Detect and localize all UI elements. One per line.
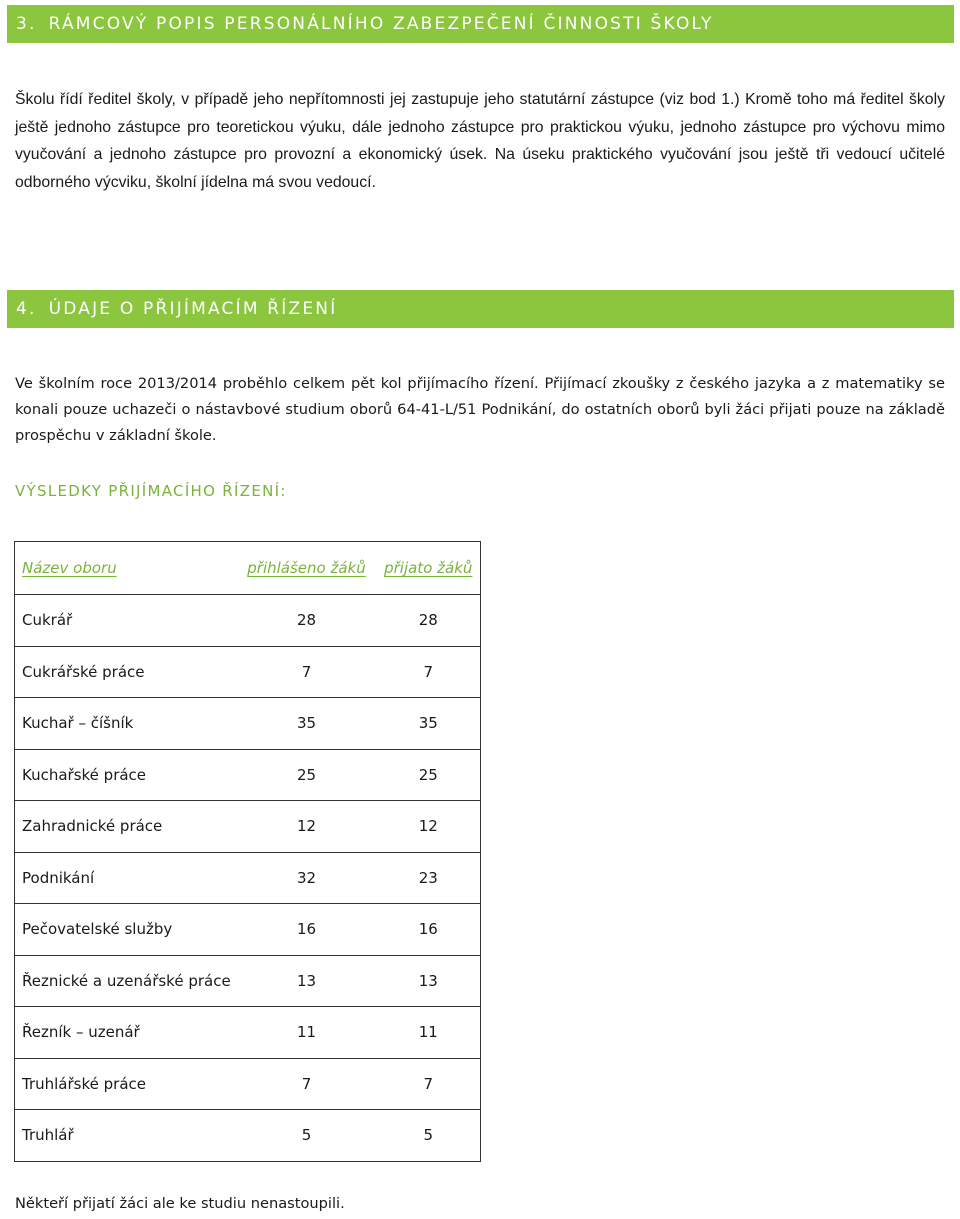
table-row — [15, 698, 481, 750]
column-header-admitted: přijato žáků — [377, 542, 481, 595]
cell-admitted: 23 — [377, 852, 481, 904]
column-header-applied: přihlášeno žáků — [237, 542, 377, 595]
section-3-number: 3. — [16, 14, 37, 34]
cell-field-name: Kuchař – číšník — [15, 698, 237, 750]
cell-field-name: Cukrář — [15, 595, 237, 647]
cell-applied: 13 — [237, 955, 377, 1007]
table-row — [15, 801, 481, 853]
column-header-field-name: Název oboru — [15, 542, 237, 595]
cell-admitted: 35 — [377, 698, 481, 750]
table-row — [15, 1110, 481, 1162]
cell-field-name: Řeznické a uzenářské práce — [15, 955, 237, 1007]
cell-field-name: Kuchařské práce — [15, 749, 237, 801]
cell-applied: 7 — [237, 646, 377, 698]
section-4-heading — [7, 290, 954, 328]
admission-results-table — [14, 541, 481, 1162]
cell-field-name: Podnikání — [15, 852, 237, 904]
cell-admitted: 16 — [377, 904, 481, 956]
cell-field-name: Truhlářské práce — [15, 1058, 237, 1110]
cell-field-name: Pečovatelské služby — [15, 904, 237, 956]
cell-applied: 25 — [237, 749, 377, 801]
cell-field-name: Truhlář — [22, 1126, 74, 1145]
section-4-title: ÚDAJE O PŘIJÍMACÍM ŘÍZENÍ — [48, 299, 338, 319]
table-row — [15, 646, 481, 698]
table-row — [15, 595, 481, 647]
cell-applied: 16 — [237, 904, 377, 956]
table-header-row — [15, 542, 481, 595]
cell-applied: 12 — [237, 801, 377, 853]
cell-admitted: 25 — [377, 749, 481, 801]
section-3-paragraph: Školu řídí ředitel školy, v případě jeho nepřítomnosti jej zastupuje jeho statutární zástupce (viz bod 1.) Kromě toho má ředitel školy ještě jednoho zástupce pro teoretickou výuku, dále jednoho zástupce pro praktickou výuku, jednoho zástupce pro výchovu mimo vyučování a jednoho zástupce pro provozní a ekonomický úsek. Na úseku praktického vyučování jsou ještě tři vedoucí učitelé odborného výcviku, školní jídelna má svou vedoucí. — [15, 91, 945, 191]
footnote: Někteří přijatí žáci ale ke studiu nenastoupili. — [15, 1195, 345, 1212]
cell-applied: 28 — [237, 595, 377, 647]
table-row — [15, 955, 481, 1007]
cell-admitted: 12 — [377, 801, 481, 853]
cell-applied: 7 — [237, 1058, 377, 1110]
cell-field-name: Cukrářské práce — [15, 646, 237, 698]
table-row — [15, 904, 481, 956]
section-4-paragraph: Ve školním roce 2013/2014 proběhlo celkem pět kol přijímacího řízení. Přijímací zkoušky z českého jazyka a z matematiky se konali pouze uchazeči o nástavbové studium oborů 64-41-L/51 Podnikání, do ostatních oborů byli žáci přijati pouze na základě prospěchu v základní škole. — [15, 375, 945, 444]
section-3-heading — [7, 5, 954, 43]
cell-applied: 5 — [301, 1126, 312, 1145]
cell-admitted: 5 — [423, 1126, 434, 1145]
cell-applied: 35 — [237, 698, 377, 750]
table-row — [15, 1007, 481, 1059]
cell-admitted: 7 — [377, 1058, 481, 1110]
table-body — [15, 595, 481, 1162]
cell-admitted: 7 — [377, 646, 481, 698]
cell-admitted: 28 — [377, 595, 481, 647]
cell-admitted: 11 — [377, 1007, 481, 1059]
section-4-number: 4. — [16, 299, 37, 319]
cell-applied: 11 — [237, 1007, 377, 1059]
cell-field-name: Zahradnické práce — [15, 801, 237, 853]
table-row — [15, 749, 481, 801]
section-3-title: RÁMCOVÝ POPIS PERSONÁLNÍHO ZABEZPEČENÍ ČINNOSTI ŠKOLY — [48, 14, 714, 34]
results-heading: VÝSLEDKY PŘIJÍMACÍHO ŘÍZENÍ: — [15, 482, 287, 500]
cell-admitted: 13 — [377, 955, 481, 1007]
table-row — [15, 1058, 481, 1110]
table-row — [15, 852, 481, 904]
cell-applied: 32 — [237, 852, 377, 904]
cell-field-name: Řezník – uzenář — [15, 1007, 237, 1059]
